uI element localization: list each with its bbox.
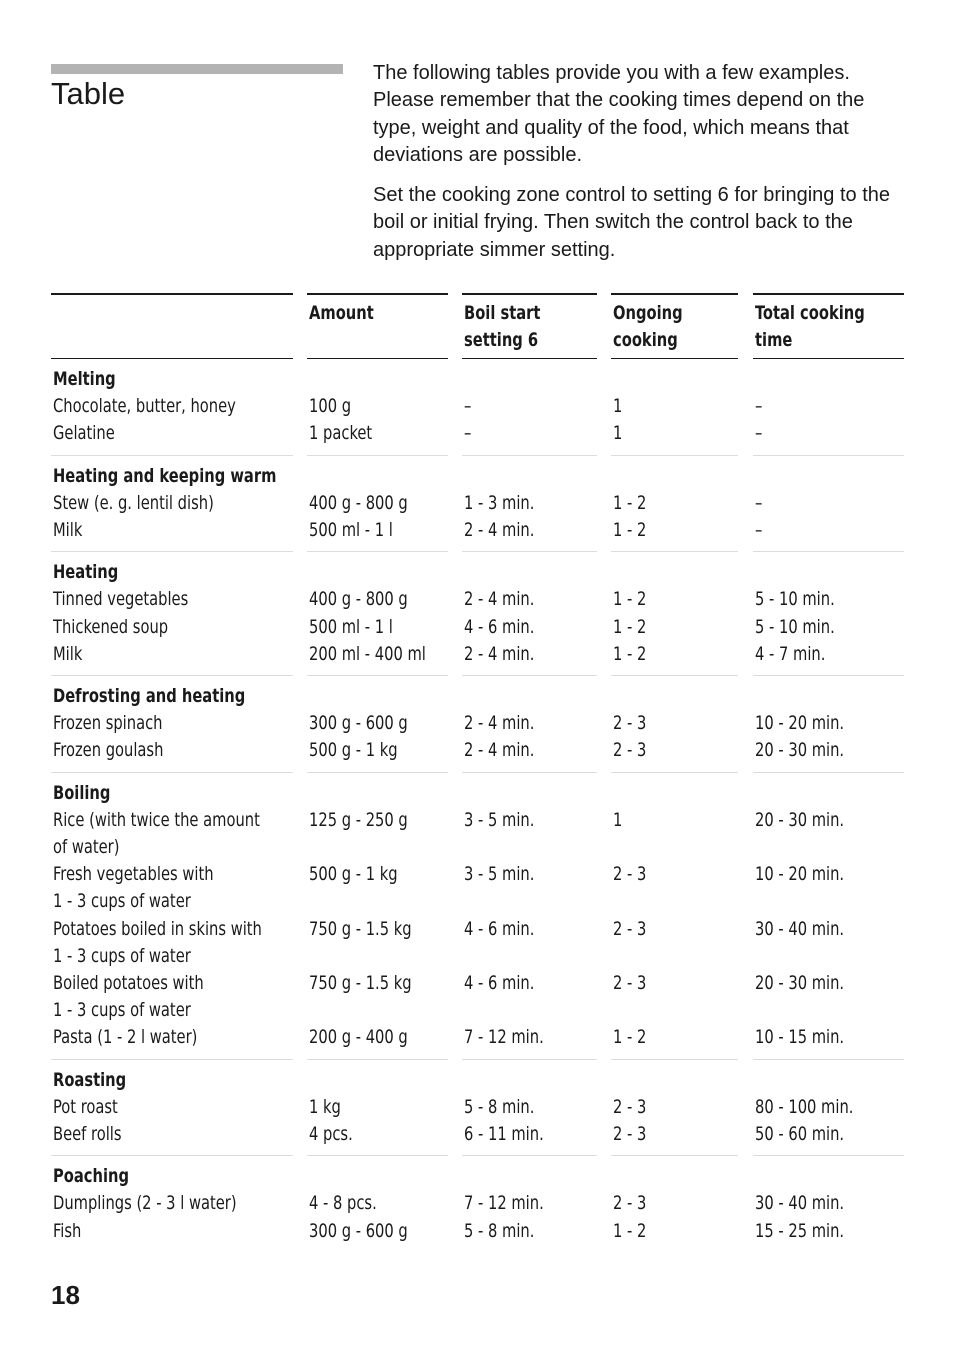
total-time-value: 20 - 30 min. xyxy=(755,739,845,762)
food-name: Rice (with twice the amount xyxy=(53,808,260,831)
total-time-value: 20 - 30 min. xyxy=(755,808,845,831)
boil-start-value: 2 - 4 min. xyxy=(464,739,535,762)
group-title: Heating and keeping warm xyxy=(53,464,277,487)
group-title: Melting xyxy=(53,368,116,390)
food-name: 1 - 3 cups of water xyxy=(53,999,191,1022)
group-title: Heating xyxy=(53,561,119,584)
food-name: Beef rolls xyxy=(53,1122,122,1145)
total-time-value: 30 - 40 min. xyxy=(755,917,845,940)
boil-start-value: – xyxy=(464,395,472,418)
boil-start-value: 5 - 8 min. xyxy=(464,1095,535,1118)
total-time-value: 10 - 20 min. xyxy=(755,712,845,735)
table-group-boiling xyxy=(51,773,904,1060)
amount-value: 1 packet xyxy=(309,422,373,445)
ongoing-value: 2 - 3 xyxy=(613,1122,647,1145)
boil-start-value: 7 - 12 min. xyxy=(464,1192,544,1215)
header-top-rule xyxy=(753,293,904,295)
header-top-rule xyxy=(51,293,293,295)
amount-value: 500 ml - 1 l xyxy=(309,615,393,638)
total-time-value: – xyxy=(755,491,763,514)
amount-value: 1 kg xyxy=(309,1095,341,1118)
boil-start-value: 1 - 3 min. xyxy=(464,491,535,514)
boil-start-value: 4 - 6 min. xyxy=(464,615,535,638)
food-name: Pasta (1 - 2 l water) xyxy=(53,1026,198,1049)
group-title: Boiling xyxy=(53,781,111,804)
boil-start-value: 5 - 8 min. xyxy=(464,1219,535,1242)
total-time-value: – xyxy=(755,395,763,418)
title-rule xyxy=(51,64,343,74)
amount-value: 100 g xyxy=(309,395,352,418)
total-time-value: 15 - 25 min. xyxy=(755,1219,845,1242)
food-name: 1 - 3 cups of water xyxy=(53,944,191,967)
amount-value: 200 ml - 400 ml xyxy=(309,642,426,665)
cooking-table xyxy=(51,293,904,1253)
group-title: Poaching xyxy=(53,1165,130,1188)
ongoing-value: 1 - 2 xyxy=(613,491,647,514)
table-header xyxy=(51,293,904,359)
table-group-roasting xyxy=(51,1060,904,1157)
total-time-value: 5 - 10 min. xyxy=(755,615,835,638)
boil-start-value: 6 - 11 min. xyxy=(464,1122,544,1145)
food-name: Milk xyxy=(53,518,83,541)
ongoing-value: 2 - 3 xyxy=(613,863,647,886)
ongoing-value: 1 xyxy=(613,808,623,831)
amount-value: 750 g - 1.5 kg xyxy=(309,917,412,940)
intro-paragraph-1: The following tables provide you with a few examples. Please remember that the cooking times depend on the type, weight and quality of the food, which means that deviations are possible. xyxy=(373,62,865,166)
amount-value: 125 g - 250 g xyxy=(309,808,408,831)
boil-start-value: 2 - 4 min. xyxy=(464,642,535,665)
table-group-melting xyxy=(51,359,904,456)
header-total-time: Total cooking time xyxy=(755,302,865,351)
amount-value: 300 g - 600 g xyxy=(309,1219,408,1242)
ongoing-value: 1 - 2 xyxy=(613,615,647,638)
food-name: Dumplings (2 - 3 l water) xyxy=(53,1192,237,1215)
ongoing-value: 1 - 2 xyxy=(613,518,647,541)
ongoing-value: 2 - 3 xyxy=(613,1095,647,1118)
header-boil-start: Boil start setting 6 xyxy=(464,302,541,351)
ongoing-value: 1 xyxy=(613,422,623,445)
total-time-value: 5 - 10 min. xyxy=(755,588,835,611)
total-time-value: 10 - 20 min. xyxy=(755,863,845,886)
table-group-defrosting-and-heating xyxy=(51,676,904,773)
amount-value: 750 g - 1.5 kg xyxy=(309,971,412,994)
amount-value: 400 g - 800 g xyxy=(309,588,408,611)
food-name: Frozen goulash xyxy=(53,739,164,762)
total-time-value: 50 - 60 min. xyxy=(755,1122,845,1145)
header-top-rule xyxy=(307,293,448,295)
boil-start-value: – xyxy=(464,422,472,445)
amount-value: 500 g - 1 kg xyxy=(309,739,398,762)
page-title: Table xyxy=(51,76,126,111)
total-time-value: – xyxy=(755,518,763,541)
total-time-value: 80 - 100 min. xyxy=(755,1095,854,1118)
food-name: 1 - 3 cups of water xyxy=(53,890,191,913)
table-group-heating xyxy=(51,552,904,676)
table-group-heating-and-keeping-warm xyxy=(51,456,904,553)
header-top-rule xyxy=(462,293,597,295)
food-name: Thickened soup xyxy=(53,615,169,638)
boil-start-value: 3 - 5 min. xyxy=(464,863,535,886)
food-name: Milk xyxy=(53,642,83,665)
boil-start-value: 7 - 12 min. xyxy=(464,1026,544,1049)
ongoing-value: 1 - 2 xyxy=(613,1219,647,1242)
intro-paragraph-2: Set the cooking zone control to setting 6 for bringing to the boil or initial frying. Then switch the control back to the appropriate simmer setting. xyxy=(373,184,890,261)
food-name: Tinned vegetables xyxy=(53,588,189,611)
food-name: Potatoes boiled in skins with xyxy=(53,917,262,940)
food-name: Fish xyxy=(53,1219,82,1242)
ongoing-value: 1 - 2 xyxy=(613,588,647,611)
ongoing-value: 1 xyxy=(613,395,623,418)
header-amount: Amount xyxy=(309,302,374,324)
ongoing-value: 2 - 3 xyxy=(613,1192,647,1215)
boil-start-value: 4 - 6 min. xyxy=(464,917,535,940)
boil-start-value: 3 - 5 min. xyxy=(464,808,535,831)
amount-value: 200 g - 400 g xyxy=(309,1026,408,1049)
ongoing-value: 2 - 3 xyxy=(613,739,647,762)
total-time-value: 20 - 30 min. xyxy=(755,971,845,994)
food-name: Chocolate, butter, honey xyxy=(53,395,236,418)
amount-value: 4 - 8 pcs. xyxy=(309,1192,377,1215)
total-time-value: 4 - 7 min. xyxy=(755,642,826,665)
header-top-rule xyxy=(611,293,738,295)
food-name: Boiled potatoes with xyxy=(53,971,204,994)
boil-start-value: 4 - 6 min. xyxy=(464,971,535,994)
total-time-value: 30 - 40 min. xyxy=(755,1192,845,1215)
food-name: Frozen spinach xyxy=(53,712,163,735)
ongoing-value: 1 - 2 xyxy=(613,642,647,665)
boil-start-value: 2 - 4 min. xyxy=(464,712,535,735)
amount-value: 500 g - 1 kg xyxy=(309,863,398,886)
table-body xyxy=(51,359,904,1253)
food-name: Fresh vegetables with xyxy=(53,863,214,886)
table-group-poaching xyxy=(51,1156,904,1253)
amount-value: 500 ml - 1 l xyxy=(309,518,393,541)
boil-start-value: 2 - 4 min. xyxy=(464,518,535,541)
amount-value: 400 g - 800 g xyxy=(309,491,408,514)
amount-value: 4 pcs. xyxy=(309,1122,353,1145)
food-name: Pot roast xyxy=(53,1095,118,1118)
ongoing-value: 2 - 3 xyxy=(613,971,647,994)
header-ongoing: Ongoing cooking xyxy=(613,302,683,351)
amount-value: 300 g - 600 g xyxy=(309,712,408,735)
group-title: Defrosting and heating xyxy=(53,684,246,707)
food-name: of water) xyxy=(53,835,120,858)
total-time-value: 10 - 15 min. xyxy=(755,1026,845,1049)
group-title: Roasting xyxy=(53,1068,127,1091)
ongoing-value: 1 - 2 xyxy=(613,1026,647,1049)
page-number: 18 xyxy=(51,1280,80,1310)
boil-start-value: 2 - 4 min. xyxy=(464,588,535,611)
total-time-value: – xyxy=(755,422,763,445)
food-name: Gelatine xyxy=(53,422,115,445)
ongoing-value: 2 - 3 xyxy=(613,712,647,735)
food-name: Stew (e. g. lentil dish) xyxy=(53,491,214,514)
intro-text xyxy=(373,60,905,277)
ongoing-value: 2 - 3 xyxy=(613,917,647,940)
